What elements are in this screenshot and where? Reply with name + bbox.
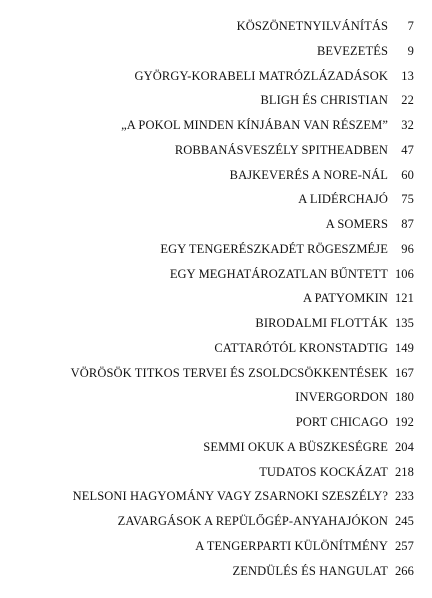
toc-entry <box>0 361 414 386</box>
toc-entry-page: 149 <box>394 340 414 355</box>
toc-entry-page: 245 <box>394 514 414 528</box>
toc-entry-title: „A POKOL MINDEN KÍNJÁBAN VAN RÉSZEM” <box>121 118 388 132</box>
toc-entry-page: 121 <box>394 291 414 306</box>
toc-entry-title: EGY TENGERÉSZKADÉT RÖGESZMÉJE <box>160 241 388 256</box>
toc-entry-page: 218 <box>394 464 414 479</box>
toc-entry-page: 96 <box>401 241 414 256</box>
toc-entry-page: 60 <box>401 167 414 182</box>
toc-entry <box>0 484 414 509</box>
toc-entry-page: 47 <box>401 142 414 157</box>
toc-entry-title: VÖRÖSÖK TITKOS TERVEI ÉS ZSOLDCSÖKKENTÉSEK <box>70 365 388 380</box>
toc-entry-title: EGY MEGHATÁROZATLAN BŰNTETT <box>169 266 388 281</box>
toc-entry-title: GYÖRGY-KORABELI MATRÓZLÁZADÁSOK <box>134 68 388 83</box>
toc-entry-title: PORT CHICAGO <box>295 415 388 429</box>
toc-entry-title: NELSONI HAGYOMÁNY VAGY ZSARNOKI SZESZÉLY? <box>72 489 388 504</box>
toc-entry-page: 167 <box>394 365 414 380</box>
toc-entry-page: 233 <box>394 489 414 504</box>
toc-entry <box>0 435 414 460</box>
toc-entry-title: SEMMI OKUK A BÜSZKESÉGRE <box>203 439 388 454</box>
toc-entry <box>0 113 414 138</box>
toc-entry <box>0 64 414 89</box>
toc-entry-page: 75 <box>401 192 414 207</box>
toc-entry <box>0 311 414 336</box>
toc-entry-page: 22 <box>401 93 414 108</box>
toc-entry <box>0 138 414 163</box>
toc-entry <box>0 88 414 113</box>
toc-entry-title: A TENGERPARTI KÜLÖNÍTMÉNY <box>195 538 388 553</box>
toc-entry <box>0 509 414 534</box>
toc-entry-page: 7 <box>407 19 414 33</box>
toc-entry <box>0 212 414 237</box>
toc-entry <box>0 460 414 485</box>
toc-entry <box>0 237 414 262</box>
toc-entry-page: 32 <box>401 118 414 132</box>
toc-entry-page: 9 <box>407 43 414 58</box>
toc-entry <box>0 262 414 287</box>
toc-entry-title: KÖSZÖNETNYILVÁNÍTÁS <box>236 19 388 33</box>
toc-entry-page: 180 <box>394 390 414 405</box>
toc-entry <box>0 14 414 39</box>
toc-entry <box>0 286 414 311</box>
toc-entry-title: BLIGH ÉS CHRISTIAN <box>260 93 388 108</box>
toc-entry-title: INVERGORDON <box>295 390 388 405</box>
toc-entry-page: 87 <box>401 217 414 231</box>
toc-entry-page: 135 <box>394 316 414 330</box>
toc-entry-title: BAJKEVERÉS A NORE-NÁL <box>229 167 388 182</box>
toc-entry <box>0 534 414 559</box>
table-of-contents <box>0 14 414 583</box>
toc-entry-title: A LIDÉRCHAJÓ <box>298 192 388 207</box>
toc-entry-page: 192 <box>394 415 414 429</box>
toc-entry-page: 257 <box>394 538 414 553</box>
toc-entry <box>0 39 414 64</box>
toc-entry-title: BIRODALMI FLOTTÁK <box>255 316 388 330</box>
toc-entry <box>0 559 414 584</box>
toc-entry <box>0 163 414 188</box>
toc-entry <box>0 187 414 212</box>
toc-entry-title: BEVEZETÉS <box>316 43 388 58</box>
toc-entry-title: ROBBANÁSVESZÉLY SPITHEADBEN <box>174 142 388 157</box>
toc-entry-page: 266 <box>394 563 414 578</box>
toc-entry <box>0 385 414 410</box>
toc-entry-page: 204 <box>394 439 414 454</box>
toc-entry <box>0 410 414 435</box>
toc-entry-title: ZAVARGÁSOK A REPÜLŐGÉP-ANYAHAJÓKON <box>117 514 388 528</box>
toc-entry <box>0 336 414 361</box>
toc-entry-title: ZENDÜLÉS ÉS HANGULAT <box>232 563 388 578</box>
toc-entry-page: 106 <box>394 266 414 281</box>
toc-entry-title: CATTARÓTÓL KRONSTADTIG <box>214 340 388 355</box>
toc-entry-title: A SOMERS <box>325 217 388 231</box>
toc-entry-page: 13 <box>401 68 414 83</box>
toc-entry-title: TUDATOS KOCKÁZAT <box>259 464 388 479</box>
toc-entry-title: A PATYOMKIN <box>302 291 388 306</box>
